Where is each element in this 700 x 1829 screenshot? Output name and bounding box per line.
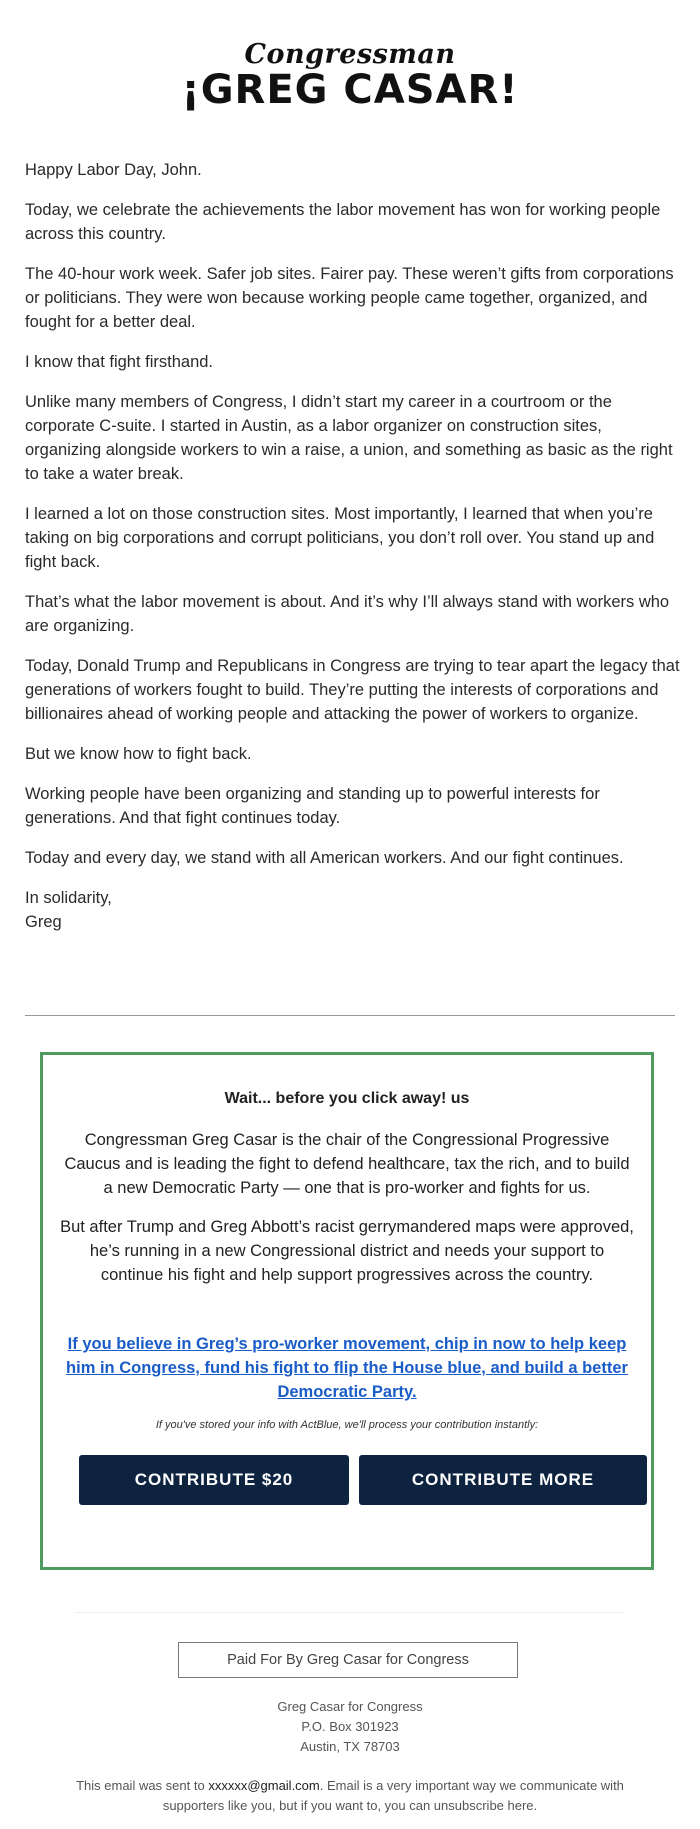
contribute-20-button[interactable]: CONTRIBUTE $20 <box>79 1455 349 1505</box>
letter-paragraph: The 40-hour work week. Safer job sites. Fairer pay. These weren’t gifts from corporations or politicians. They were won because working people came together, organized, and fought for a better deal. <box>25 265 674 331</box>
letter-paragraph: Unlike many members of Congress, I didn’t start my career in a courtroom or the corporate C-suite. I started in Austin, as a labor organizer on construction sites, organizing alongside workers to win a raise, a union, and something as basic as the right to take a water break. <box>25 393 673 483</box>
address-line: P.O. Box 301923 <box>301 1719 399 1734</box>
signature: Greg <box>25 913 62 931</box>
mailing-address <box>0 1697 700 1757</box>
signoff: In solidarity, <box>25 889 112 907</box>
letter-paragraph: That’s what the labor movement is about. And it’s why I’ll always stand with workers who are organizing. <box>25 593 670 635</box>
appeal-heading: Wait... before you click away! us <box>224 1090 470 1107</box>
letter-paragraph: I know that fight firsthand. <box>25 353 214 371</box>
footer-notice <box>60 1776 640 1816</box>
donation-appeal-box <box>40 1052 654 1570</box>
section-divider <box>25 1015 675 1016</box>
letter-paragraph: I learned a lot on those construction sites. Most importantly, I learned that when you’re taking on big corporations and corrupt politicians, you don’t roll over. You stand up and fight back. <box>25 505 655 571</box>
actblue-note: If you've stored your info with ActBlue, we'll process your contribution instantly: <box>155 1419 539 1431</box>
signoff-block <box>25 886 680 934</box>
footer-sent-prefix: This email was sent to <box>76 1778 209 1793</box>
letter-paragraph: Today, we celebrate the achievements the labor movement has won for working people across this country. <box>25 201 661 243</box>
letter-paragraph: But we know how to fight back. <box>25 745 252 763</box>
donate-link[interactable]: If you believe in Greg’s pro-worker movement, chip in now to help keep him in Congress, fund his fight to flip the House blue, and build a better Democratic Party. <box>66 1335 628 1401</box>
footer-sent-suffix: . Email is a very important way we communicate with supporters like you, but if you want to, you can unsubscribe here. <box>162 1778 624 1813</box>
recipient-email: xxxxxx@gmail.com <box>208 1778 320 1793</box>
greeting: Happy Labor Day, John. <box>25 161 202 179</box>
logo-script-text: Congressman <box>244 39 456 70</box>
letter-body <box>25 158 680 934</box>
address-line: Austin, TX 78703 <box>300 1739 400 1754</box>
appeal-paragraph-1: Congressman Greg Casar is the chair of the Congressional Progressive Caucus and is leading the fight to defend healthcare, tax the rich, and to build a new Democratic Party — one that is pro-worker and fights for us. <box>64 1131 630 1197</box>
campaign-logo <box>0 40 700 112</box>
contribute-more-button[interactable]: CONTRIBUTE MORE <box>359 1455 647 1505</box>
letter-paragraph: Today and every day, we stand with all American workers. And our fight continues. <box>25 849 624 867</box>
appeal-paragraph-2: But after Trump and Greg Abbott’s racist gerrymandered maps were approved, he’s running in a new Congressional district and needs your support to continue his fight and help support progressives across the country. <box>60 1218 634 1284</box>
letter-paragraph: Today, Donald Trump and Republicans in Congress are trying to tear apart the legacy that generations of workers fought to build. They’re putting the interests of corporations and billionaires ahead of working people and attacking the power of workers to organize. <box>25 657 680 723</box>
letter-paragraph: Working people have been organizing and standing up to powerful interests for generations. And that fight continues today. <box>25 785 600 827</box>
address-line: Greg Casar for Congress <box>277 1699 423 1714</box>
footer-divider <box>75 1612 625 1613</box>
paid-for-disclaimer: Paid For By Greg Casar for Congress <box>178 1642 518 1678</box>
logo-name-text: ¡GREG CASAR! <box>181 67 519 113</box>
